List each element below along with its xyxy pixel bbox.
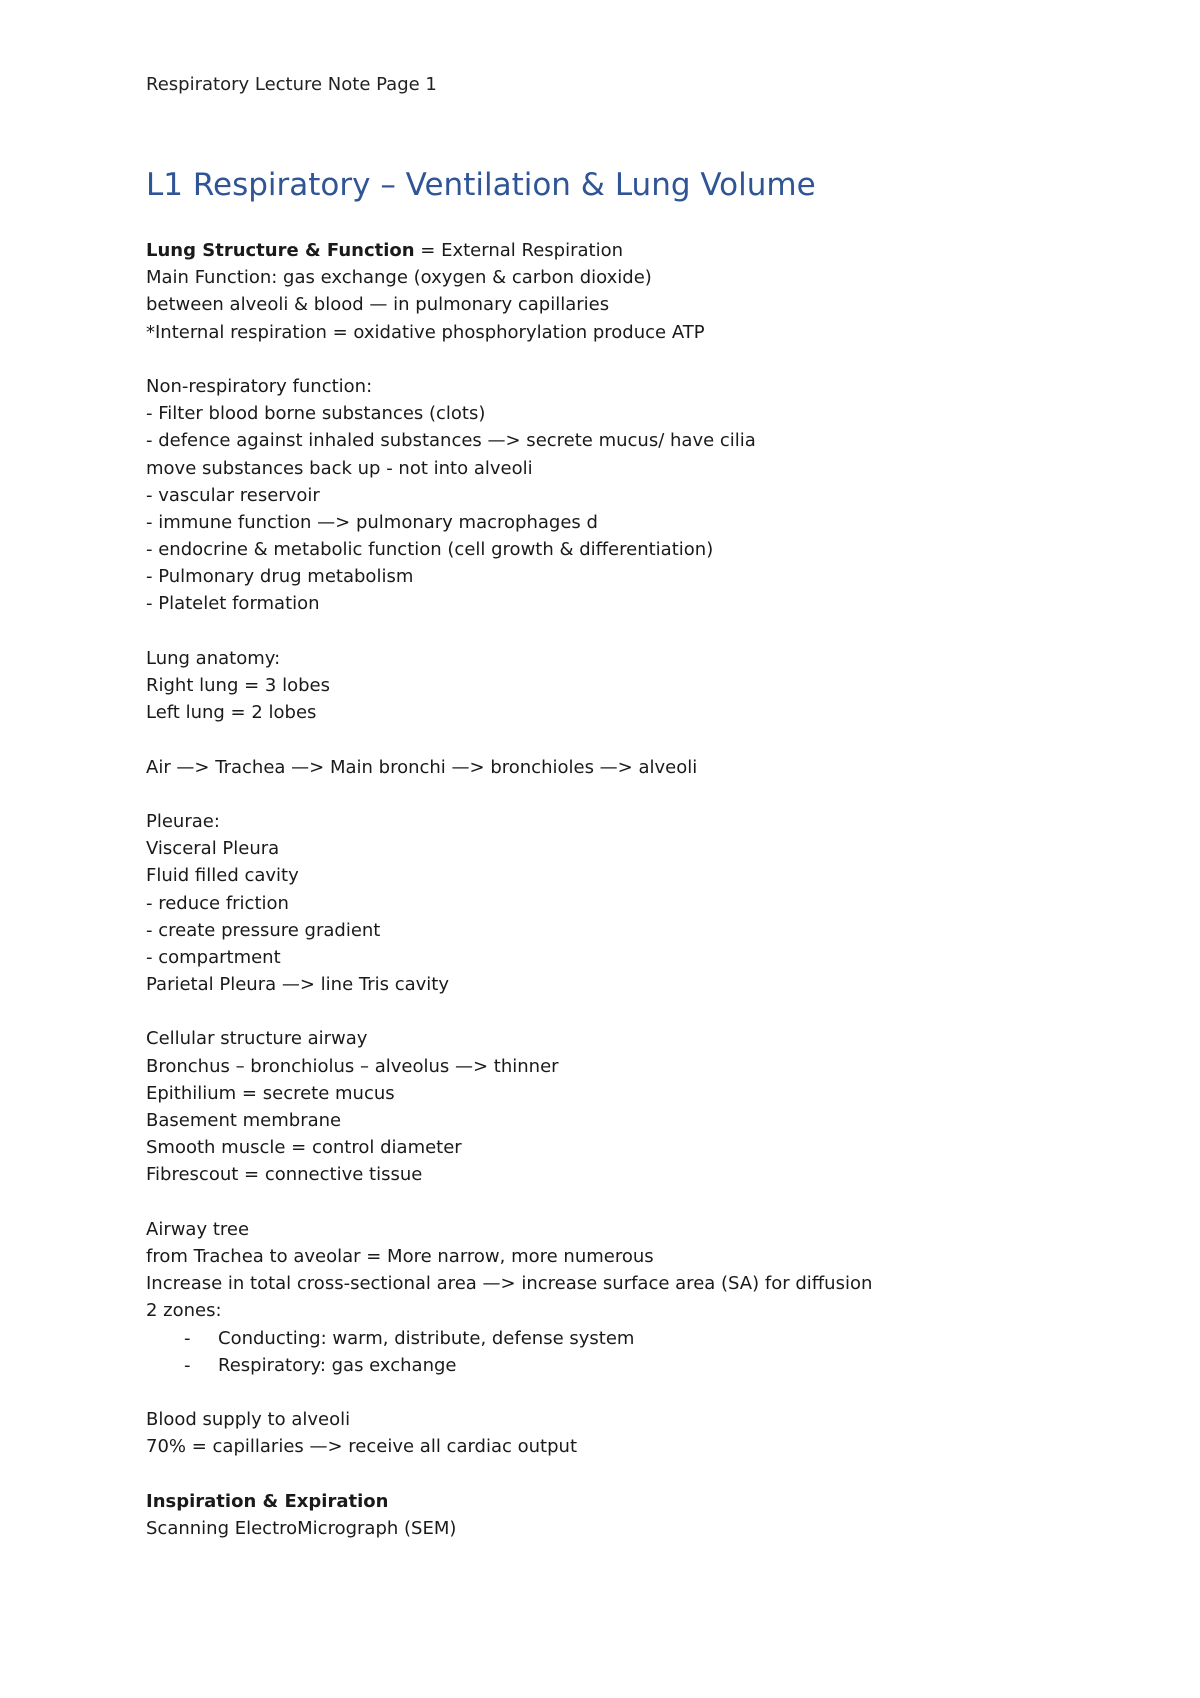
structure-heading [146,237,1146,264]
bullet-text: Respiratory: gas exchange [218,1354,457,1376]
structure-heading-rest: = External Respiration [414,240,623,261]
pleurae-line: Fluid filled cavity [146,865,299,887]
anatomy-line: Right lung = 3 lobes [146,675,330,696]
anatomy-heading: Lung anatomy: [146,647,281,669]
nonresp-line: - vascular reservoir [146,484,320,506]
anatomy-line: Left lung = 2 lobes [146,702,317,724]
airpath-line: Air —> Trachea —> Main bronchi —> bronchioles —> alveoli [146,756,698,778]
spacer [146,781,1146,808]
bullet-dash: - [184,1327,191,1349]
spacer [146,1379,1146,1406]
document-body [146,237,1146,1542]
airway-line: 2 zones: [146,1300,222,1322]
spacer [146,998,1146,1025]
nonresp-line: - Filter blood borne substances (clots) [146,403,486,425]
airway-bullet [146,1352,1146,1379]
cellular-line: Bronchus – bronchiolus – alveolus —> thinner [146,1055,559,1077]
blood-heading: Blood supply to alveoli [146,1409,351,1431]
nonresp-line: - endocrine & metabolic function (cell growth & differentiation) [146,539,714,561]
structure-line: between alveoli & blood — in pulmonary capillaries [146,294,610,316]
cellular-heading: Cellular structure airway [146,1028,368,1050]
pleurae-line: - compartment [146,946,281,968]
nonresp-line: - Pulmonary drug metabolism [146,566,414,588]
pleurae-line: Parietal Pleura —> line Tris cavity [146,974,450,996]
cellular-line: Smooth muscle = control diameter [146,1137,462,1159]
structure-line: Main Function: gas exchange (oxygen & carbon dioxide) [146,267,652,289]
bullet-text: Conducting: warm, distribute, defense system [218,1327,635,1349]
pleurae-line: - create pressure gradient [146,919,381,941]
nonresp-line: - immune function —> pulmonary macrophages d [146,511,598,533]
inspiration-line: Scanning ElectroMicrograph (SEM) [146,1517,457,1539]
spacer [146,618,1146,645]
cellular-line: Basement membrane [146,1110,342,1131]
spacer [146,1460,1146,1487]
airway-bullet [146,1325,1146,1352]
bullet-dash: - [184,1354,191,1376]
nonresp-line: - Platelet formation [146,593,320,615]
page-header: Respiratory Lecture Note Page 1 [146,74,437,95]
spacer [146,1189,1146,1216]
spacer [146,726,1146,753]
airway-heading: Airway tree [146,1218,250,1240]
pleurae-line: - reduce friction [146,892,289,914]
spacer [146,346,1146,373]
nonresp-line: - defence against inhaled substances —> secrete mucus/ have cilia [146,430,756,452]
page-title: L1 Respiratory – Ventilation & Lung Volume [146,167,816,203]
blood-line: 70% = capillaries —> receive all cardiac output [146,1436,578,1458]
inspiration-heading: Inspiration & Expiration [146,1490,389,1512]
structure-heading-bold: Lung Structure & Function [146,240,415,261]
nonresp-heading: Non-respiratory function: [146,375,373,397]
nonresp-line: move substances back up - not into alveoli [146,457,533,479]
pleurae-line: Visceral Pleura [146,838,280,860]
cellular-line: Fibrescout = connective tissue [146,1164,423,1186]
pleurae-heading: Pleurae: [146,810,220,832]
airway-line: from Trachea to aveolar = More narrow, more numerous [146,1245,654,1267]
cellular-line: Epithilium = secrete mucus [146,1082,395,1104]
structure-line: *Internal respiration = oxidative phosphorylation produce ATP [146,321,705,343]
airway-line: Increase in total cross-sectional area —> increase surface area (SA) for diffusion [146,1273,873,1295]
